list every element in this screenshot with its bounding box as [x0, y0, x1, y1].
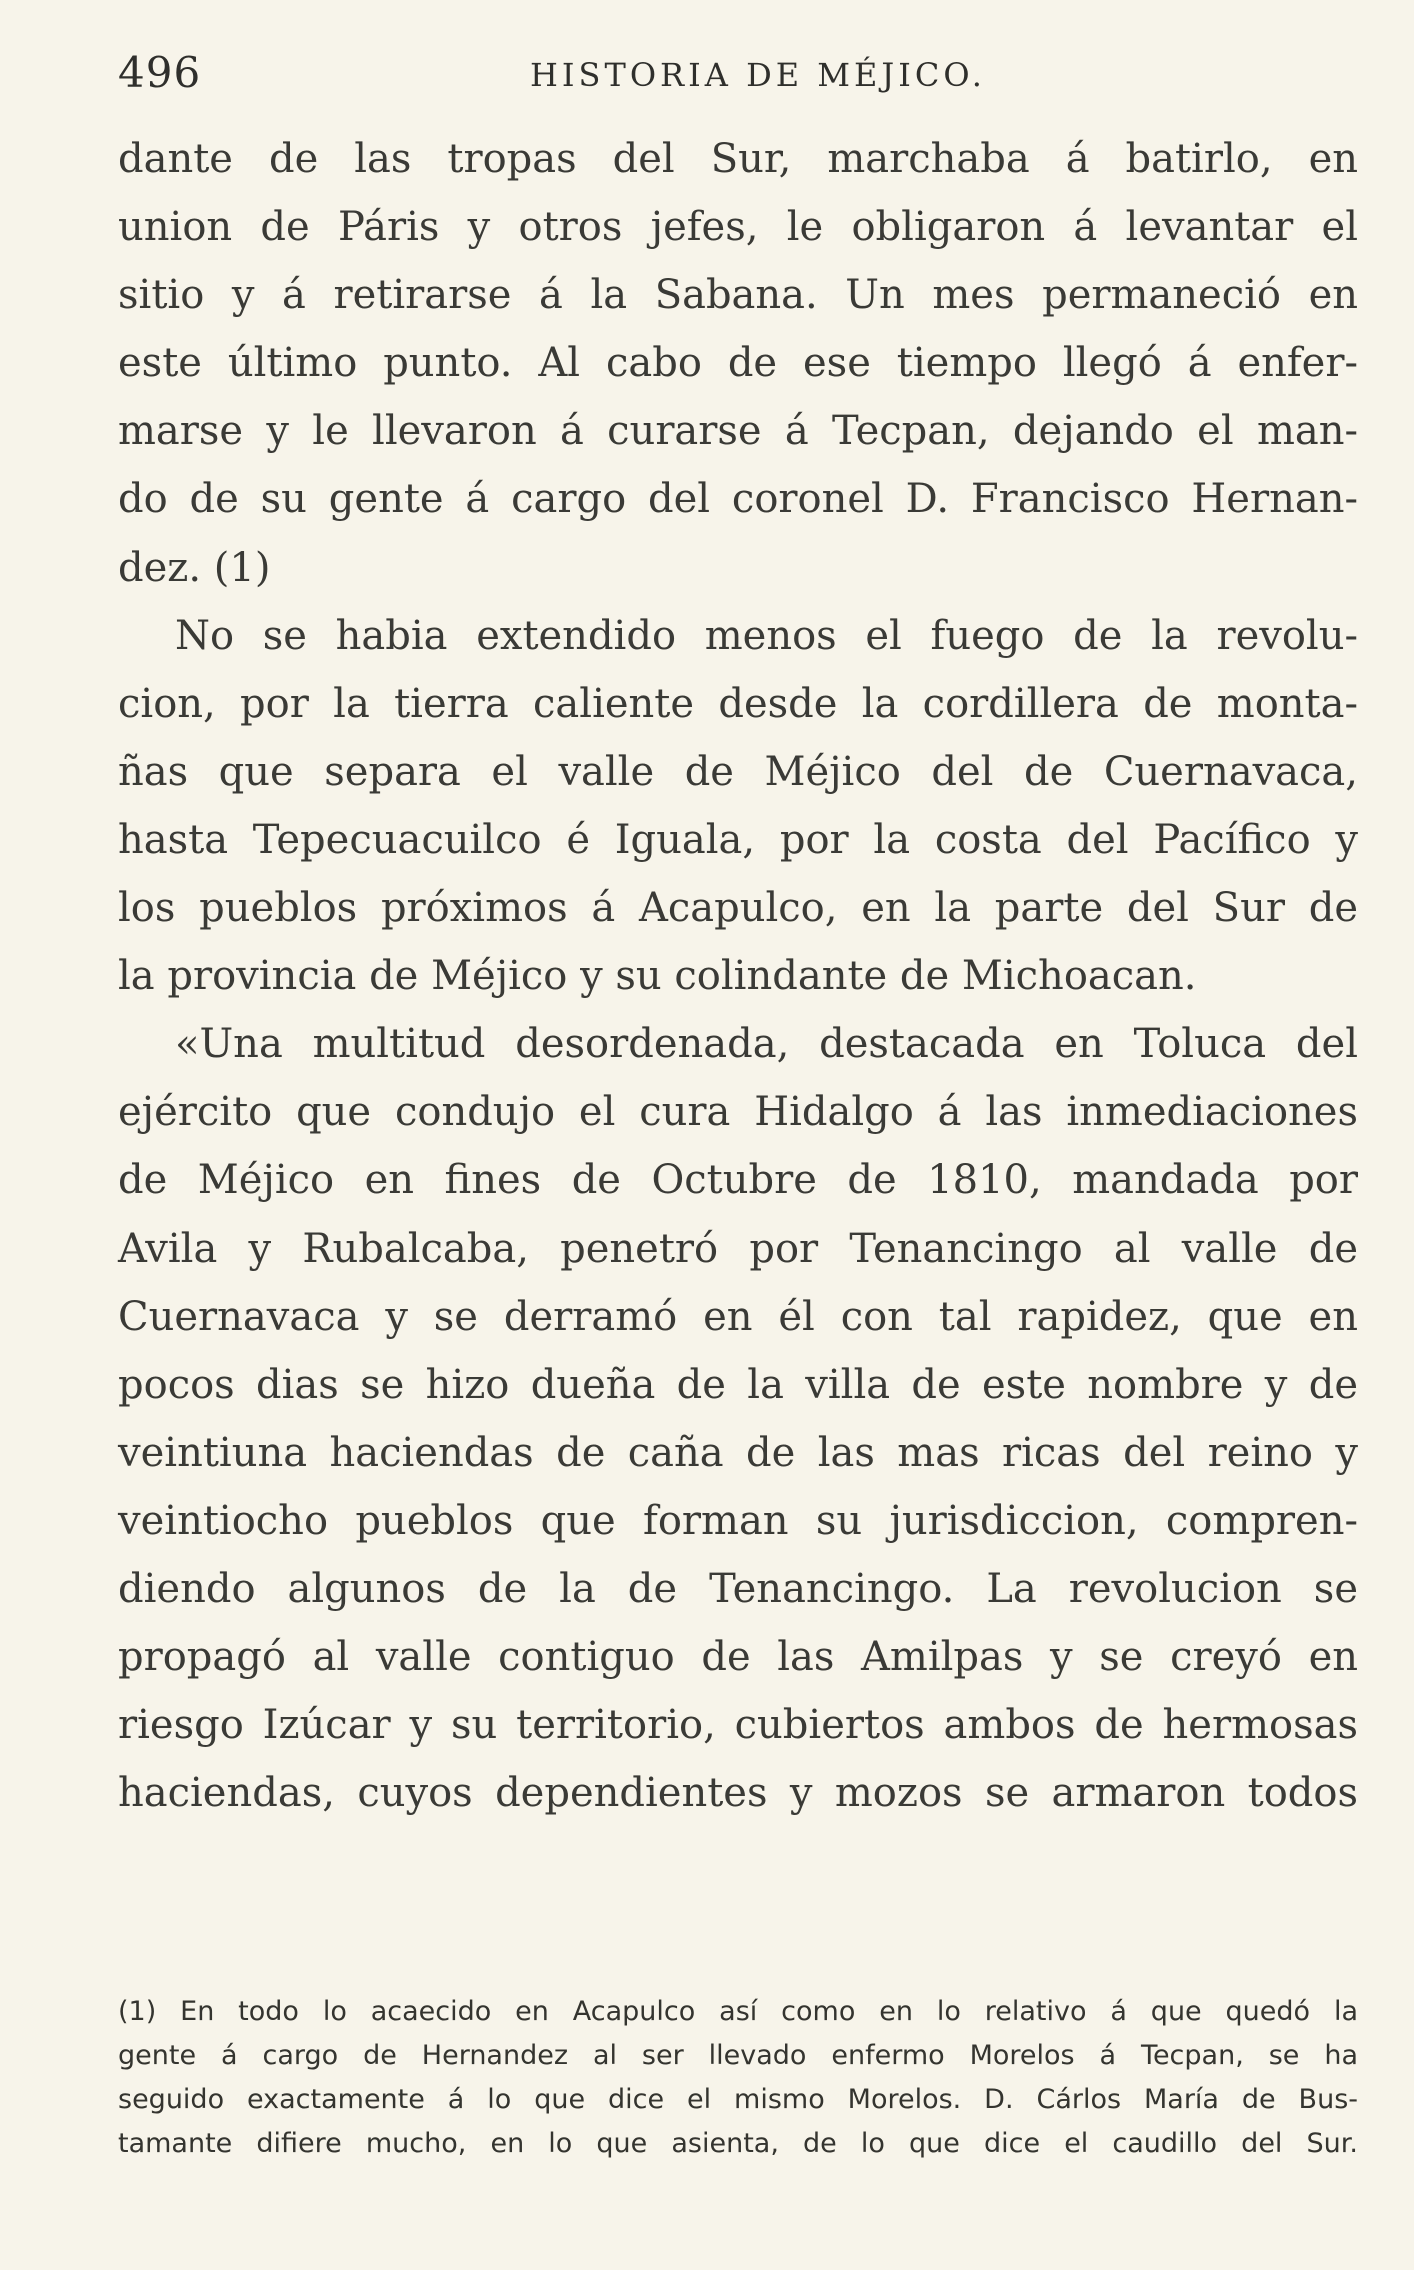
- text-line: propagó al valle contiguo de las Amilpas y se creyó en: [118, 1634, 1358, 1681]
- text-line: union de Páris y otros jefes, le obligaron á levantar el: [118, 204, 1358, 251]
- text-line: ñas que separa el valle de Méjico del de Cuernavaca,: [118, 748, 1358, 795]
- text-line: este último punto. Al cabo de ese tiempo llegó á enfer-: [118, 340, 1358, 387]
- text-line: veintiuna haciendas de caña de las mas ricas del reino y: [118, 1429, 1358, 1476]
- footnote-line: gente á cargo de Hernandez al ser llevado enfermo Morelos á Tecpan, se ha: [118, 2040, 1358, 2071]
- text-line: la provincia de Méjico y su colindante de Michoacan.: [118, 953, 1197, 1000]
- text-line: marse y le llevaron á curarse á Tecpan, dejando el man-: [118, 408, 1358, 455]
- text-line: diendo algunos de la de Tenancingo. La revolucion se: [118, 1565, 1358, 1612]
- page-header: [118, 48, 1358, 108]
- text-line: No se habia extendido menos el fuego de la revolu-: [175, 612, 1358, 659]
- text-line: haciendas, cuyos dependientes y mozos se armaron todos: [118, 1770, 1358, 1817]
- text-line: «Una multitud desordenada, destacada en Toluca del: [175, 1021, 1358, 1068]
- text-line: de Méjico en fines de Octubre de 1810, mandada por: [118, 1157, 1358, 1204]
- text-line: ejército que condujo el cura Hidalgo á las inmediaciones: [118, 1089, 1358, 1136]
- footnote-line: (1) En todo lo acaecido en Acapulco así como en lo relativo á que quedó la: [118, 1996, 1358, 2027]
- text-line: dante de las tropas del Sur, marchaba á batirlo, en: [118, 136, 1358, 182]
- main-text: [118, 125, 1358, 1827]
- text-line: hasta Tepecuacuilco é Iguala, por la costa del Pacífico y: [118, 816, 1358, 863]
- footnote-line: tamante difiere mucho, en lo que asienta, de lo que dice el caudillo del Sur.: [118, 2128, 1358, 2159]
- footnote-line: seguido exactamente á lo que dice el mismo Morelos. D. Cárlos María de Bus-: [118, 2084, 1358, 2115]
- text-line: Avila y Rubalcaba, penetró por Tenancingo al valle de: [118, 1225, 1358, 1272]
- text-line: sitio y á retirarse á la Sabana. Un mes permaneció en: [118, 272, 1358, 319]
- running-title: HISTORIA DE MÉJICO.: [530, 56, 986, 94]
- text-line: veintiocho pueblos que forman su jurisdiccion, compren-: [118, 1497, 1358, 1544]
- text-line: dez. (1): [118, 544, 271, 591]
- text-line: pocos dias se hizo dueña de la villa de este nombre y de: [118, 1361, 1358, 1408]
- text-line: Cuernavaca y se derramó en él con tal rapidez, que en: [118, 1293, 1358, 1340]
- text-line: do de su gente á cargo del coronel D. Francisco Hernan-: [118, 476, 1358, 523]
- text-line: los pueblos próximos á Acapulco, en la parte del Sur de: [118, 885, 1358, 932]
- text-line: riesgo Izúcar y su territorio, cubiertos ambos de hermosas: [118, 1702, 1358, 1749]
- page-number: 496: [118, 48, 202, 97]
- footnotes: [118, 1990, 1358, 2166]
- text-line: cion, por la tierra caliente desde la cordillera de monta-: [118, 680, 1358, 727]
